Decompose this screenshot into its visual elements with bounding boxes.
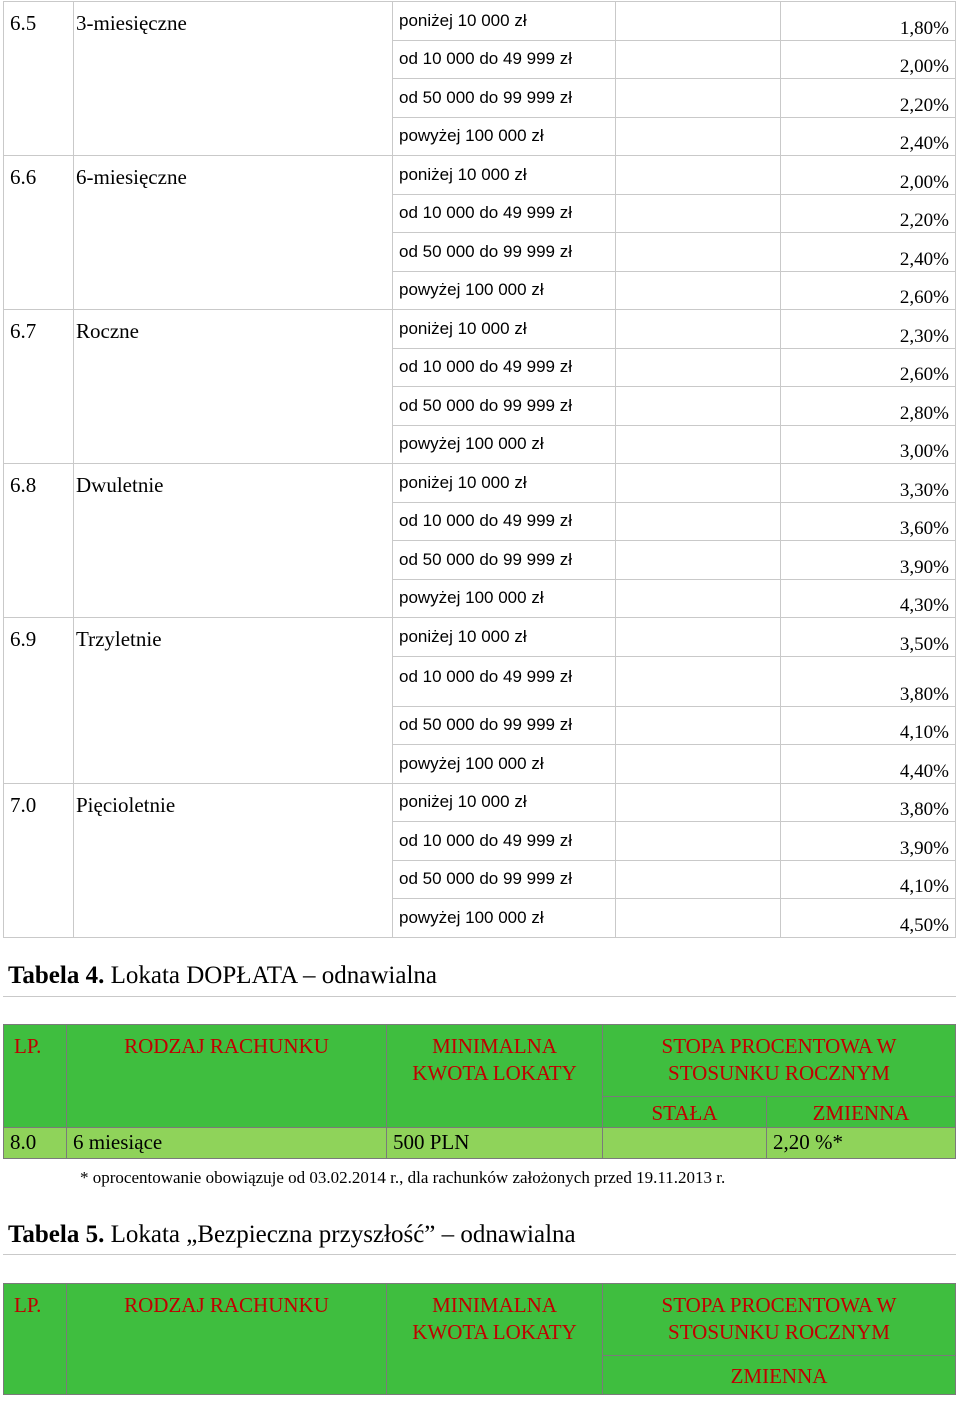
deposit-name: Dwuletnie: [74, 464, 393, 618]
interest-rate: 2,40%: [781, 117, 956, 156]
amount-range: poniżej 10 000 zł: [393, 464, 616, 503]
deposit-number: 6.8: [4, 464, 74, 618]
deposit-number: 6.6: [4, 156, 74, 310]
table4-row: [4, 1128, 956, 1159]
table4-cell-variable: 2,20 %*: [767, 1128, 956, 1159]
amount-range: od 10 000 do 49 999 zł: [393, 40, 616, 79]
table5-header-rate: STOPA PROCENTOWA W STOSUNKU ROCZNYM: [603, 1284, 956, 1356]
rate-row: [4, 464, 956, 503]
amount-range: od 50 000 do 99 999 zł: [393, 233, 616, 272]
rate-row: [4, 618, 956, 657]
empty-cell: [616, 271, 781, 310]
rate-row: [4, 2, 956, 41]
amount-range: od 10 000 do 49 999 zł: [393, 348, 616, 387]
table4-cell-type: 6 miesiące: [67, 1128, 387, 1159]
interest-rate: 2,60%: [781, 348, 956, 387]
rate-row: [4, 783, 956, 822]
interest-rate: 4,10%: [781, 860, 956, 899]
interest-rate: 3,60%: [781, 502, 956, 541]
empty-cell: [616, 618, 781, 657]
table5: [3, 1283, 956, 1395]
deposit-name: Trzyletnie: [74, 618, 393, 784]
amount-range: powyżej 100 000 zł: [393, 579, 616, 618]
interest-rate: 2,00%: [781, 156, 956, 195]
table4-cell-lp: 8.0: [4, 1128, 67, 1159]
table4: [3, 1024, 956, 1159]
amount-range: powyżej 100 000 zł: [393, 271, 616, 310]
amount-range: od 50 000 do 99 999 zł: [393, 79, 616, 118]
table4-cell-min-amount: 500 PLN: [387, 1128, 603, 1159]
empty-cell: [616, 541, 781, 580]
empty-cell: [616, 502, 781, 541]
table4-cell-fixed: [603, 1128, 767, 1159]
interest-rate: 4,40%: [781, 745, 956, 784]
table5-rule: [3, 1254, 956, 1255]
table4-rule: [3, 996, 956, 997]
interest-rate: 2,20%: [781, 79, 956, 118]
amount-range: powyżej 100 000 zł: [393, 899, 616, 938]
deposit-number: 7.0: [4, 783, 74, 937]
table4-heading: [8, 962, 437, 990]
interest-rate: 2,80%: [781, 387, 956, 426]
interest-rate: 2,60%: [781, 271, 956, 310]
amount-range: od 10 000 do 49 999 zł: [393, 656, 616, 706]
table4-header-min-amount: MINIMALNA KWOTA LOKATY: [387, 1025, 603, 1128]
interest-rate: 3,30%: [781, 464, 956, 503]
table5-header-min-amount: MINIMALNA KWOTA LOKATY: [387, 1284, 603, 1395]
empty-cell: [616, 656, 781, 706]
interest-rate: 3,00%: [781, 425, 956, 464]
empty-cell: [616, 822, 781, 861]
amount-range: poniżej 10 000 zł: [393, 618, 616, 657]
amount-range: poniżej 10 000 zł: [393, 2, 616, 41]
table5-heading-title: Lokata „Bezpieczna przyszłość” – odnawialna: [104, 1221, 576, 1248]
amount-range: powyżej 100 000 zł: [393, 745, 616, 784]
amount-range: od 50 000 do 99 999 zł: [393, 541, 616, 580]
interest-rate: 2,20%: [781, 194, 956, 233]
empty-cell: [616, 783, 781, 822]
amount-range: powyżej 100 000 zł: [393, 117, 616, 156]
empty-cell: [616, 425, 781, 464]
amount-range: poniżej 10 000 zł: [393, 156, 616, 195]
amount-range: od 10 000 do 49 999 zł: [393, 502, 616, 541]
table4-footnote: * oprocentowanie obowiązuje od 03.02.2014 r., dla rachunków założonych przed 19.11.2013 r.: [80, 1168, 726, 1187]
empty-cell: [616, 579, 781, 618]
amount-range: od 50 000 do 99 999 zł: [393, 387, 616, 426]
empty-cell: [616, 40, 781, 79]
deposit-name: Roczne: [74, 310, 393, 464]
empty-cell: [616, 464, 781, 503]
interest-rate: 2,00%: [781, 40, 956, 79]
empty-cell: [616, 387, 781, 426]
empty-cell: [616, 117, 781, 156]
deposit-number: 6.5: [4, 2, 74, 156]
deposit-name: 3-miesięczne: [74, 2, 393, 156]
interest-rate: 4,50%: [781, 899, 956, 938]
amount-range: od 50 000 do 99 999 zł: [393, 860, 616, 899]
interest-rate: 3,90%: [781, 822, 956, 861]
table5-header-type: RODZAJ RACHUNKU: [67, 1284, 387, 1395]
empty-cell: [616, 310, 781, 349]
amount-range: poniżej 10 000 zł: [393, 310, 616, 349]
empty-cell: [616, 156, 781, 195]
table4-header-fixed: STAŁA: [603, 1097, 767, 1128]
table5-heading: [8, 1221, 576, 1249]
rates-table: [3, 1, 956, 938]
empty-cell: [616, 233, 781, 272]
table5-header-lp: LP.: [4, 1284, 67, 1395]
empty-cell: [616, 2, 781, 41]
empty-cell: [616, 860, 781, 899]
empty-cell: [616, 348, 781, 387]
amount-range: powyżej 100 000 zł: [393, 425, 616, 464]
rate-row: [4, 156, 956, 195]
deposit-name: Pięcioletnie: [74, 783, 393, 937]
empty-cell: [616, 899, 781, 938]
interest-rate: 3,80%: [781, 656, 956, 706]
interest-rate: 3,90%: [781, 541, 956, 580]
table4-header-rate: STOPA PROCENTOWA W STOSUNKU ROCZNYM: [603, 1025, 956, 1097]
deposit-name: 6-miesięczne: [74, 156, 393, 310]
table5-heading-label: Tabela 5.: [8, 1221, 105, 1248]
deposit-number: 6.9: [4, 618, 74, 784]
amount-range: od 10 000 do 49 999 zł: [393, 822, 616, 861]
amount-range: od 50 000 do 99 999 zł: [393, 706, 616, 745]
empty-cell: [616, 745, 781, 784]
table4-header-lp: LP.: [4, 1025, 67, 1128]
interest-rate: 4,30%: [781, 579, 956, 618]
empty-cell: [616, 194, 781, 233]
interest-rate: 1,80%: [781, 2, 956, 41]
table4-heading-label: Tabela 4.: [8, 962, 105, 989]
interest-rate: 4,10%: [781, 706, 956, 745]
interest-rate: 3,80%: [781, 783, 956, 822]
deposit-number: 6.7: [4, 310, 74, 464]
empty-cell: [616, 706, 781, 745]
table4-header-variable: ZMIENNA: [767, 1097, 956, 1128]
amount-range: poniżej 10 000 zł: [393, 783, 616, 822]
interest-rate: 3,50%: [781, 618, 956, 657]
amount-range: od 10 000 do 49 999 zł: [393, 194, 616, 233]
interest-rate: 2,30%: [781, 310, 956, 349]
empty-cell: [616, 79, 781, 118]
rate-row: [4, 310, 956, 349]
table4-heading-title: Lokata DOPŁATA – odnawialna: [104, 962, 437, 989]
table4-header-type: RODZAJ RACHUNKU: [67, 1025, 387, 1128]
table5-header-variable: ZMIENNA: [603, 1356, 956, 1395]
interest-rate: 2,40%: [781, 233, 956, 272]
